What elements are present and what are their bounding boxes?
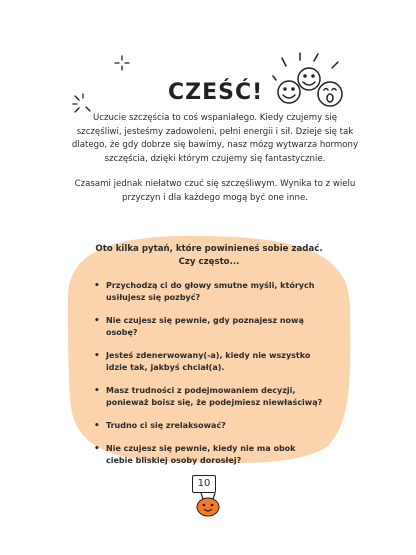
intro-paragraph: Czasami jednak niełatwo czuć się szczęśliwym. Wynika to z wielu przyczyn i dla każdego mogą być one inne. <box>74 179 356 203</box>
page-number: 10 <box>192 475 216 493</box>
mascot-icon <box>195 493 221 517</box>
question-list <box>94 280 324 467</box>
intro-text <box>70 112 360 217</box>
happy-faces-icon <box>272 52 350 114</box>
list-item: • Przychodzą ci do głowy smutne myśli, których usiłujesz się pozbyć? <box>94 280 324 304</box>
question-box <box>94 243 324 478</box>
list-item: • Nie czujesz się pewnie, kiedy nie ma obok ciebie bliskiej osoby dorosłej? <box>94 443 324 467</box>
intro-paragraph: Uczucie szczęścia to coś wspaniałego. Kiedy czujemy się szczęśliwi, jesteśmy zadowoleni, pełni energii i sił. Dzieje się tak dlatego, że gdy dobrze się bawimy, nasz mózg wytwarza hormony szczęścia, dzięki którym czujemy się fantastycznie. <box>71 113 359 164</box>
list-item: • Jesteś zdenerwowany(-a), kiedy nie wszystko idzie tak, jakbyś chciał(a). <box>94 350 324 374</box>
page-title: CZEŚĆ! <box>168 80 264 105</box>
list-item: • Trudno ci się zrelaksować? <box>94 420 324 432</box>
question-box-title <box>94 243 324 269</box>
list-item: • Nie czujesz się pewnie, gdy poznajesz nową osobę? <box>94 315 324 339</box>
question-box-title-line: Czy często... <box>178 257 240 267</box>
question-box-title-line: Oto kilka pytań, które powinieneś sobie zadać. <box>95 244 323 254</box>
sparkle-icon <box>113 55 131 73</box>
list-item: • Masz trudności z podejmowaniem decyzji, ponieważ boisz się, że podejmiesz niewłaściwą? <box>94 385 324 409</box>
